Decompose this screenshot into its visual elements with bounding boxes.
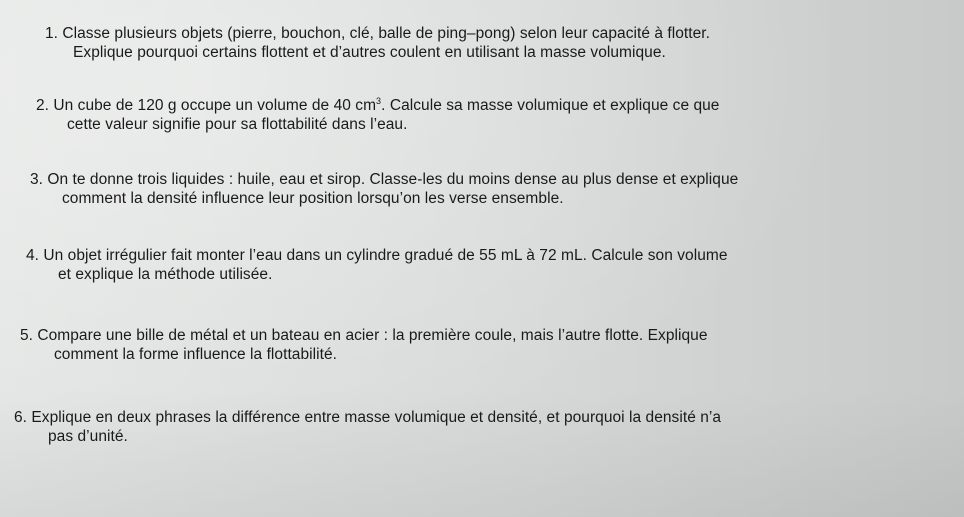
question-number: 4. xyxy=(26,247,40,264)
question-number: 1. xyxy=(45,25,59,42)
question-number: 3. xyxy=(30,171,44,188)
question-text: Classe plusieurs objets (pierre, bouchon, clé, balle de ping–pong) selon leur capacité à flotter. xyxy=(62,25,711,42)
question-5-line-2: comment la forme influence la flottabilité. xyxy=(54,346,338,363)
question-text: Compare une bille de métal et un bateau en acier : la première coule, mais l’autre flotte. Explique xyxy=(37,327,708,344)
question-1-line-1 xyxy=(45,24,710,43)
question-3-line-1 xyxy=(30,170,738,189)
question-1-line-2: Explique pourquoi certains flottent et d’autres coulent en utilisant la masse volumique. xyxy=(73,44,666,61)
question-4-line-1 xyxy=(26,246,728,265)
question-4-line-2: et explique la méthode utilisée. xyxy=(58,266,273,283)
question-3 xyxy=(30,170,738,208)
question-text-start: Un cube de 120 g occupe un volume de 40 cm xyxy=(53,97,377,114)
question-5-line-1 xyxy=(20,326,708,345)
question-2-line-1 xyxy=(36,96,719,115)
exponent: 3 xyxy=(376,96,382,106)
question-text: Un objet irrégulier fait monter l’eau dans un cylindre gradué de 55 mL à 72 mL. Calcule son volume xyxy=(43,247,728,264)
question-6-line-2: pas d’unité. xyxy=(48,428,128,445)
question-5 xyxy=(20,326,708,364)
question-6 xyxy=(14,408,721,446)
question-1 xyxy=(45,24,710,62)
question-2 xyxy=(36,96,719,134)
question-text-end: . Calcule sa masse volumique et explique ce que xyxy=(381,97,720,114)
question-2-line-2: cette valeur signifie pour sa flottabilité dans l’eau. xyxy=(67,116,408,133)
question-text: Explique en deux phrases la différence entre masse volumique et densité, et pourquoi la densité n’a xyxy=(31,409,722,426)
question-3-line-2: comment la densité influence leur position lorsqu’on les verse ensemble. xyxy=(62,190,564,207)
question-number: 6. xyxy=(14,409,28,426)
question-number: 5. xyxy=(20,327,34,344)
question-4 xyxy=(26,246,728,284)
question-text: On te donne trois liquides : huile, eau et sirop. Classe-les du moins dense au plus dense et explique xyxy=(47,171,739,188)
question-number: 2. xyxy=(36,97,50,114)
question-6-line-1 xyxy=(14,408,721,427)
